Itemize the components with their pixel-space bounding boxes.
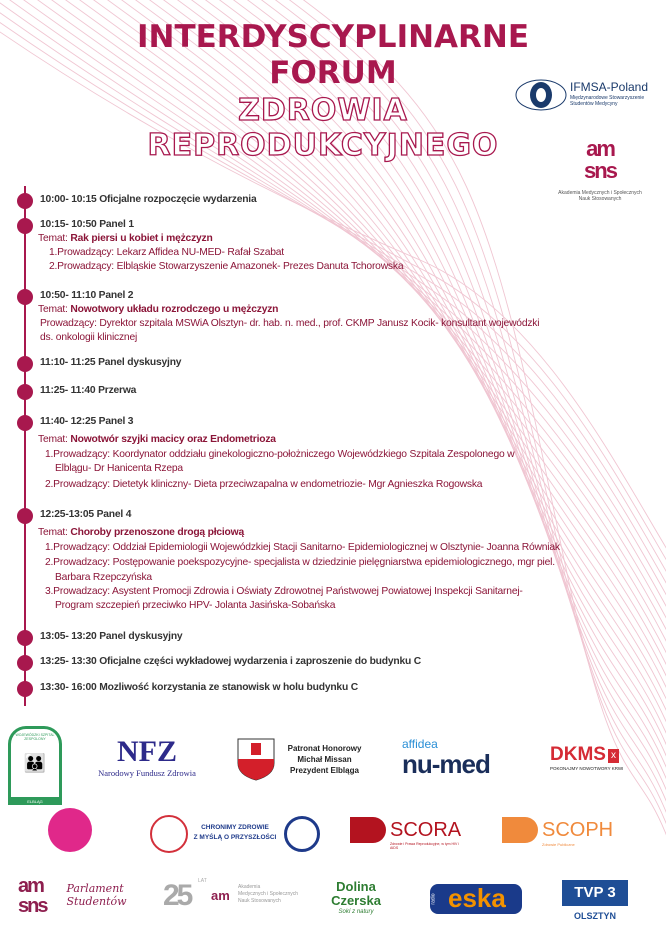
title-line-2: FORUM — [269, 55, 397, 91]
timeline-dot — [17, 193, 33, 209]
speaker-line: 2.Prowadzacy: Postępowanie poekspozycyjne- specjalista w dziedzinie pielęgniarstwa epidemiologicznego, mgr piel. — [45, 557, 555, 568]
schedule-item-heading — [40, 682, 358, 694]
title-line-4: REPRODUKCYJNEGO — [147, 128, 499, 163]
timeline-dot — [17, 681, 33, 697]
schedule-item-heading — [40, 290, 133, 302]
radio-eska-logo: radio eska — [430, 884, 522, 914]
speaker-line: 1.Prowadzący: Koordynator oddziału ginekologiczno-położniczego Wojewódzkiego Szpitala Zespolonego w — [45, 449, 515, 460]
affidea-numed-logo: affidea nu-med — [402, 737, 490, 779]
topic — [38, 304, 278, 316]
topic-label: Temat: — [38, 434, 68, 445]
schedule-item-heading — [40, 194, 257, 206]
timeline-dot — [17, 218, 33, 234]
timeline-dot — [17, 415, 33, 431]
timeline-dot — [17, 508, 33, 524]
tvp3-olsztyn-logo: TVP 3 OLSZTYN — [562, 880, 628, 922]
patronat-honorowy: Patronat Honorowy Michał Missan Prezydent Elbląga — [287, 744, 362, 775]
amazonki-logo — [48, 808, 92, 852]
topic-text: Choroby przenoszone drogą płciową — [70, 527, 244, 538]
schedule-item-heading — [40, 631, 182, 643]
topic — [38, 434, 276, 446]
schedule-item-heading — [40, 509, 131, 521]
timeline-dot — [17, 384, 33, 400]
speaker-line: 2.Prowadzący: Elbląskie Stowarzyszenie Amazonek- Prezes Danuta Tchorowska — [49, 261, 404, 272]
speaker-line: 3.Prowadzacy: Asystent Promocji Zdrowia i Oświaty Zdrowotnej Państwowej Powiatowej Inspekcji Sanitarnej- — [45, 586, 523, 597]
speaker-line: ds. onkologii klinicznej — [40, 332, 138, 343]
item-title: Mozliwość korzystania ze stanowisk w holu budynku C — [99, 682, 358, 693]
wsz-elblag-logo: WOJEWÓDZKI SZPITAL ZESPOLONY 👪 ELBLĄG — [8, 726, 62, 805]
time: 13:25- 13:30 — [40, 656, 97, 667]
amins-logo: am sns Akademia Medycznych i Społecznych Nauk Stosowanych — [558, 136, 642, 202]
speaker-line: Barbara Rzepczyńska — [55, 572, 152, 583]
timeline-dot — [17, 356, 33, 372]
elblag-coat-of-arms — [236, 737, 276, 781]
speaker-line: Program szczepień przeciwko HPV- Jolanta Jasińska-Sobańska — [55, 600, 336, 611]
item-title: Oficjalne części wykładowej wydarzenia i zaproszenie do budynku C — [99, 656, 421, 667]
scoph-logo: SCOPH Zdrowie Publiczne — [502, 815, 612, 855]
speaker-line: 1.Prowadzący: Oddział Epidemiologii Wojewódzkiej Stacji Sanitarno- Epidemiologicznej w Olsztynie- Joanna Równiak — [45, 542, 560, 553]
topic — [38, 527, 244, 539]
time: 11:10- 11:25 — [40, 357, 96, 368]
item-title: Panel 1 — [99, 219, 134, 230]
title-line-1: INTERDYSCYPLINARNE — [136, 19, 530, 55]
time: 13:05- 13:20 — [40, 631, 97, 642]
dkms-logo: DKMS x POKONAJMY NOWOTWORY KRWI — [550, 744, 624, 771]
dolina-czerska-logo: Dolina Czerska Sokí z natury — [331, 879, 381, 915]
topic-label: Temat: — [38, 304, 68, 315]
item-title: Oficjalne rozpoczęcie wydarzenia — [99, 194, 257, 205]
scora-logo: SCORA Zdrowie i Prawa Reprodukcyjne, w tym HIV i AIDS — [350, 815, 462, 855]
speaker-line: Elblągu- Dr Hanicenta Rzepa — [55, 463, 183, 474]
timeline-dot — [17, 289, 33, 305]
time: 11:25- 11:40 — [40, 385, 96, 396]
timeline-dot — [17, 630, 33, 646]
topic-label: Temat: — [38, 233, 68, 244]
timeline-line — [24, 186, 26, 706]
chronimy-zdrowie-logo: CHRONIMY ZDROWIE Z MYŚLĄ O PRZYSZŁOŚCI — [193, 824, 277, 841]
amins-25-lat-logo: 25 LAT am Akademia Medycznych i Społecznych Nauk Stosowanych — [163, 878, 299, 912]
speaker-line: 1.Prowadzący: Lekarz Affidea NU-MED- Rafał Szabat — [49, 247, 284, 258]
topic — [38, 233, 213, 245]
time: 13:30- 16:00 — [40, 682, 97, 693]
timeline-dot — [17, 655, 33, 671]
globe-icon — [515, 78, 567, 112]
time: 12:25-13:05 — [40, 509, 94, 520]
time: 11:40- 12:25 — [40, 416, 96, 427]
speaker-line: 2.Prowadzący: Dietetyk kliniczny- Dieta przeciwzapalna w endometriozie- Mgr Agnieszka Rogowska — [45, 479, 483, 490]
title-line-3: ZDROWIA — [238, 93, 408, 128]
item-title: Panel 4 — [96, 509, 132, 520]
topic-text: Rak piersi u kobiet i mężczyzn — [70, 233, 213, 244]
item-title: Przerwa — [98, 385, 137, 396]
chronimy-zdrowie-icon — [150, 815, 188, 853]
nfz-logo: NFZ Narodowy Fundusz Zdrowia — [98, 735, 196, 778]
topic-label: Temat: — [38, 527, 68, 538]
item-title: Panel 3 — [98, 416, 134, 427]
schedule-item-heading — [40, 357, 181, 369]
ifmsa-logo: IFMSA-Poland Międzynarodowe Stowarzyszenie Studentów Medycyny — [515, 78, 655, 112]
schedule-item-heading — [40, 385, 136, 397]
item-title: Panel 2 — [98, 290, 134, 301]
time: 10:00- 10:15 — [40, 194, 97, 205]
time: 10:50- 11:10 — [40, 290, 96, 301]
parlament-studentow-logo: am sns Parlament Studentów — [18, 875, 127, 917]
item-title: Panel dyskusyjny — [98, 357, 182, 368]
schedule-item-heading — [40, 416, 133, 428]
time: 10:15- 10:50 — [40, 219, 97, 230]
topic-text: Nowotwór szyjki macicy oraz Endometrioza — [70, 434, 276, 445]
topic-text: Nowotwory układu rozrodczego u mężczyzn — [70, 304, 279, 315]
schedule-item-heading — [40, 219, 134, 231]
item-title: Panel dyskusyjny — [99, 631, 183, 642]
schedule-item-heading — [40, 656, 421, 668]
sanepid-emblem — [284, 816, 320, 852]
speaker-line: Prowadzący: Dyrektor szpitala MSWiA Olsztyn- dr. hab. n. med., prof. CKMP Janusz Kocik- konsultant wojewódzki — [40, 318, 540, 329]
